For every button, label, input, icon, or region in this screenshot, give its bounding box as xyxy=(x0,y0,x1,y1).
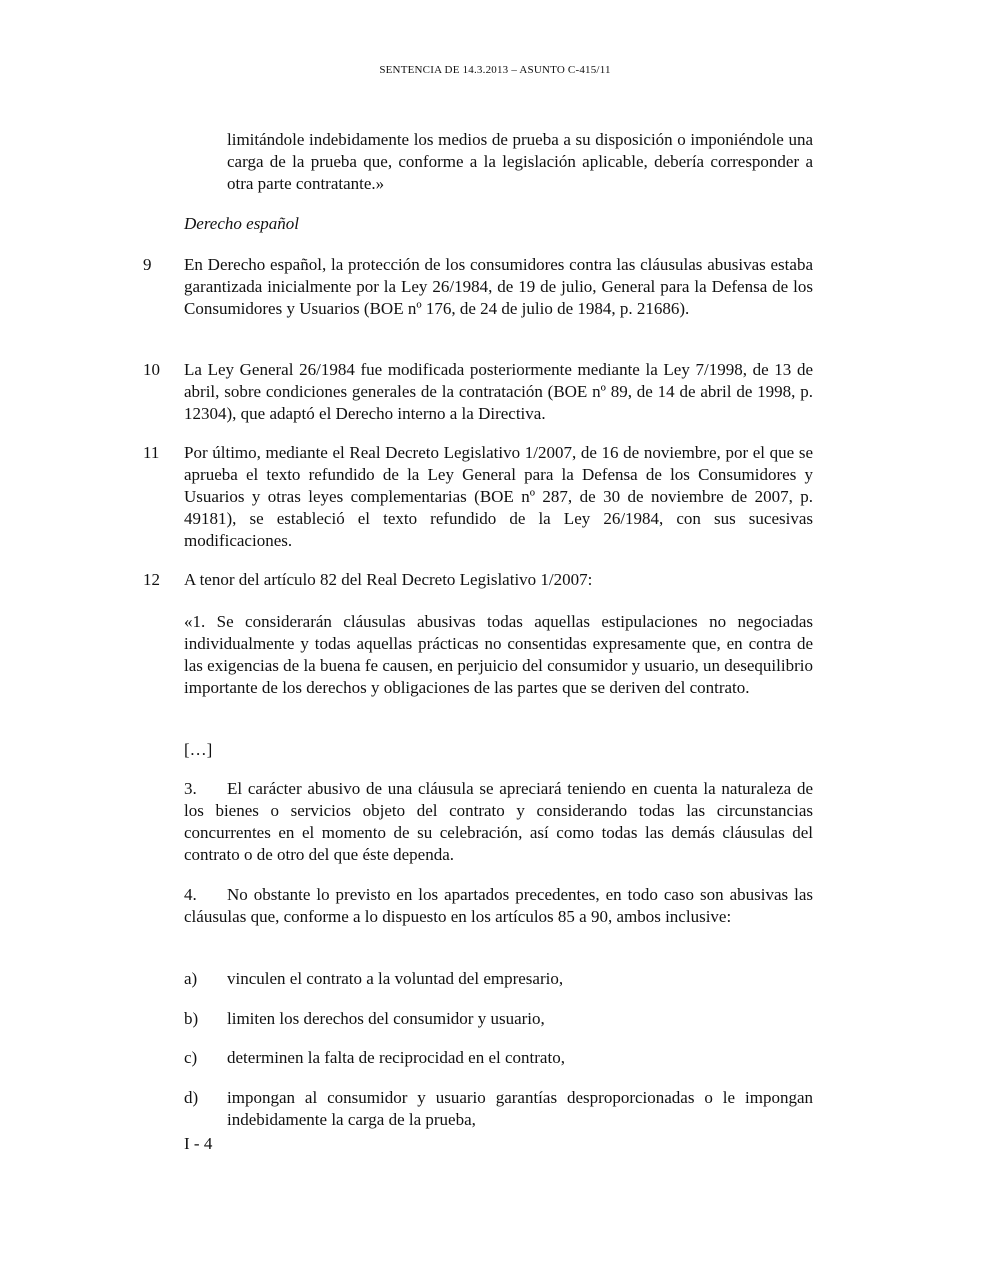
running-header: SENTENCIA DE 14.3.2013 – ASUNTO C-415/11 xyxy=(379,64,611,76)
point-number: 3. xyxy=(184,779,197,798)
list-item-text: determinen la falta de reciprocidad en el contrato, xyxy=(227,1048,565,1067)
paragraph-text: La Ley General 26/1984 fue modificada posteriormente mediante la Ley 7/1998, de 13 de abril, sobre condiciones generales de la contratación (BOE nº 89, de 14 de abril de 1998, p. 12304), que adaptó el Derecho interno a la Directiva. xyxy=(184,360,813,423)
article-point-1: «1. Se considerarán cláusulas abusivas todas aquellas estipulaciones no negociadas individualmente y todas aquellas prácticas no consentidas expresamente que, en contra de las exigencias de la buena fe causen, en perjuicio del consumidor y usuario, un desequilibrio importante de los derechos y obligaciones de las partes que se deriven del contrato. xyxy=(184,612,813,697)
paragraph-number: 11 xyxy=(143,443,160,462)
list-letter: b) xyxy=(184,1009,199,1028)
list-letter: c) xyxy=(184,1048,198,1067)
point-text: No obstante lo previsto en los apartados precedentes, en todo caso son abusivas las cláusulas que, conforme a lo dispuesto en los artículos 85 a 90, ambos inclusive: xyxy=(184,885,813,926)
paragraph-text: Por último, mediante el Real Decreto Legislativo 1/2007, de 16 de noviembre, por el que se aprueba el texto refundido de la Ley General para la Defensa de los Consumidores y Usuarios y otras leyes complementarias (BOE nº 287, de 30 de noviembre de 2007, p. 49181), se estableció el texto refundido de la Ley 26/1984, con sus sucesivas modificaciones. xyxy=(184,443,813,550)
paragraph-number: 9 xyxy=(143,255,152,274)
page-number: I - 4 xyxy=(184,1134,213,1153)
section-heading: Derecho español xyxy=(184,214,300,233)
continuation-quote: limitándole indebidamente los medios de prueba a su disposición o imponiéndole una carga de la prueba que, conforme a la legislación aplicable, debería corresponder a otra parte contratante.» xyxy=(227,130,813,193)
list-letter: a) xyxy=(184,969,198,988)
ellipsis: […] xyxy=(184,740,213,759)
article-point-3 xyxy=(184,778,813,866)
point-text: El carácter abusivo de una cláusula se apreciará teniendo en cuenta la naturaleza de los bienes o servicios objeto del contrato y considerando todas las circunstancias concurrentes en el momento de su celebración, así como todas las demás cláusulas del contrato o de otro del que éste dependa. xyxy=(184,779,813,864)
list-item-text: impongan al consumidor y usuario garantías desproporcionadas o le impongan indebidamente la carga de la prueba, xyxy=(227,1088,813,1129)
paragraph-number: 10 xyxy=(143,360,160,379)
list-item-text: limiten los derechos del consumidor y usuario, xyxy=(227,1009,545,1028)
list-letter: d) xyxy=(184,1088,199,1107)
list-item-text: vinculen el contrato a la voluntad del empresario, xyxy=(227,969,564,988)
paragraph-number: 12 xyxy=(143,570,160,589)
paragraph-text: A tenor del artículo 82 del Real Decreto Legislativo 1/2007: xyxy=(184,570,593,589)
article-point-4 xyxy=(184,884,813,928)
paragraph-text: En Derecho español, la protección de los consumidores contra las cláusulas abusivas estaba garantizada inicialmente por la Ley 26/1984, de 19 de julio, General para la Defensa de los Consumidores y Usuarios (BOE nº 176, de 24 de julio de 1984, p. 21686). xyxy=(184,255,813,318)
point-number: 4. xyxy=(184,885,197,904)
